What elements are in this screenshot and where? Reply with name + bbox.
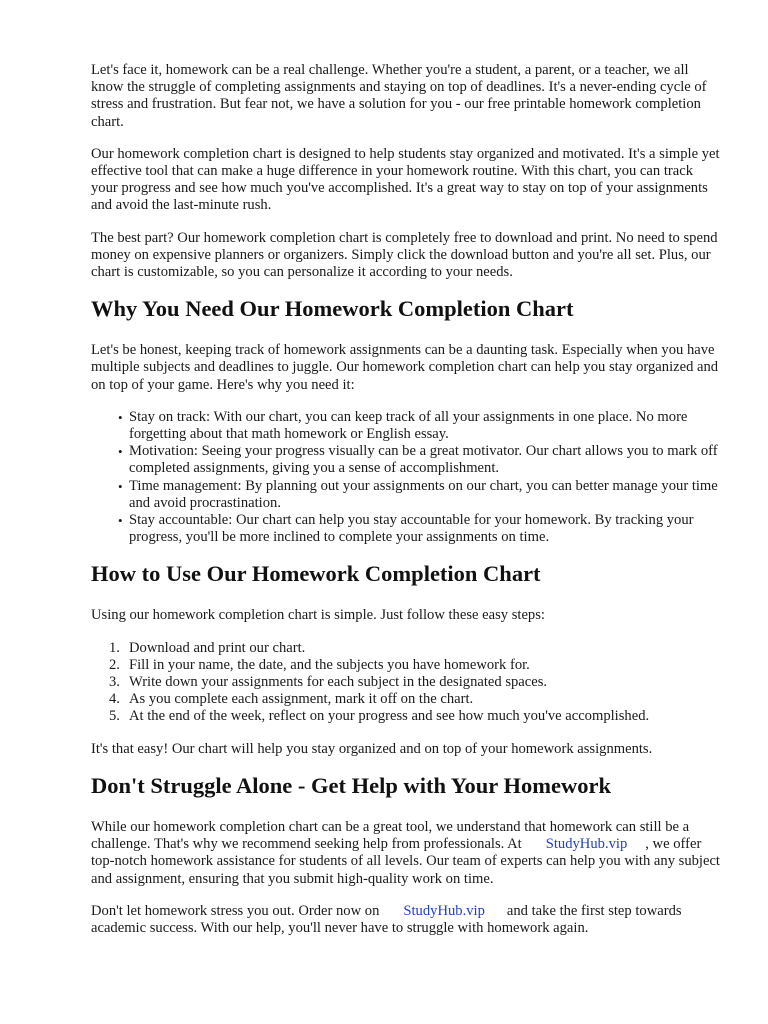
step-number: 2.: [109, 656, 120, 673]
how-outro-paragraph: It's that easy! Our chart will help you stay organized and on top of your homework assignments.: [91, 740, 653, 757]
bullet-icon: •: [118, 409, 123, 425]
list-item-text: As you complete each assignment, mark it off on the chart.: [129, 691, 474, 708]
intro-paragraph-1: Let's face it, homework can be a real challenge. Whether you're a student, a parent, or a teacher, we all know the struggle of completing assignments and staying on top of deadlines. It's a never-ending cycle of stress and frustration. But fear not, we have a solution for you - our free printable homework completion chart.: [91, 62, 707, 130]
list-item: [91, 674, 722, 691]
help-p1-text-before: While our homework completion chart can be a great tool, we understand that homework can still be a challenge. That's why we recommend seeking help from professionals. At: [91, 818, 690, 853]
step-number: 3.: [109, 674, 120, 691]
list-item: [91, 640, 722, 657]
list-item: [91, 657, 722, 674]
step-number: 5.: [109, 708, 120, 725]
help-heading: Don't Struggle Alone - Get Help with Your Homework: [91, 772, 611, 798]
bullet-icon: •: [118, 444, 123, 460]
list-item-text: Fill in your name, the date, and the subjects you have homework for.: [129, 656, 530, 673]
intro-paragraph-3: The best part? Our homework completion chart is completely free to download and print. No need to spend money on expensive planners or organizers. Simply click the download button and you're all set. Plus, our chart is customizable, so you can personalize it according to your needs.: [91, 229, 718, 281]
list-item: [91, 409, 722, 443]
list-item-text: Stay accountable: Our chart can help you stay accountable for your homework. By tracking your progress, you'll be more inclined to complete your assignments on time.: [129, 512, 694, 546]
list-item: [91, 691, 722, 708]
help-p2-text-before: Don't let homework stress you out. Order now on: [91, 902, 380, 919]
list-item-text: Write down your assignments for each subject in the designated spaces.: [129, 674, 548, 691]
studyhub-order-link[interactable]: StudyHub.vip: [403, 902, 485, 919]
list-item: [91, 708, 722, 725]
list-item-text: Motivation: Seeing your progress visually can be a great motivator. Our chart allows you to mark off completed assignments, giving you a sense of accomplishment.: [129, 443, 718, 477]
why-heading: Why You Need Our Homework Completion Chart: [91, 296, 574, 322]
list-item-text: At the end of the week, reflect on your progress and see how much you've accomplished.: [129, 708, 650, 725]
bullet-icon: •: [118, 513, 123, 529]
how-steps-list: [91, 640, 722, 726]
list-item: [91, 478, 722, 512]
why-bullet-list: [91, 409, 722, 547]
how-heading: How to Use Our Homework Completion Chart: [91, 561, 541, 587]
help-p2-text-after: and take the first step towards academic success. With our help, you'll never have to struggle with homework again.: [91, 902, 682, 936]
list-item: [91, 443, 722, 477]
how-intro-paragraph: Using our homework completion chart is simple. Just follow these easy steps:: [91, 607, 545, 624]
list-item-text: Download and print our chart.: [129, 639, 306, 656]
bullet-icon: •: [118, 478, 123, 494]
help-paragraph-2: [91, 903, 722, 937]
intro-paragraph-2: Our homework completion chart is designed to help students stay organized and motivated. It's a simple yet effective tool that can make a huge difference in your homework routine. With this chart, you can track your progress and see how much you've accomplished. It's a great way to stay on top of your assignments and avoid the last-minute rush.: [91, 145, 720, 214]
studyhub-link[interactable]: StudyHub.vip: [545, 836, 628, 853]
list-item-text: Stay on track: With our chart, you can keep track of all your assignments in one place. No more forgetting about that math homework or English essay.: [129, 408, 688, 443]
help-p1-text-after: , we offer top-notch homework assistance for students of all levels. Our team of experts can help you with any subject and assignment, ensuring that you submit high-quality work on time.: [91, 836, 720, 887]
why-intro-paragraph: Let's be honest, keeping track of homework assignments can be a daunting task. Especially when you have multiple subjects and deadlines to juggle. Our homework completion chart can help you stay organized and on top of your game. Here's why you need it:: [91, 342, 719, 393]
list-item: [91, 512, 722, 546]
help-paragraph-1: [91, 819, 722, 888]
step-number: 4.: [109, 691, 120, 708]
list-item-text: Time management: By planning out your assignments on our chart, you can better manage your time and avoid procrastination.: [129, 477, 718, 511]
step-number: 1.: [109, 639, 120, 656]
